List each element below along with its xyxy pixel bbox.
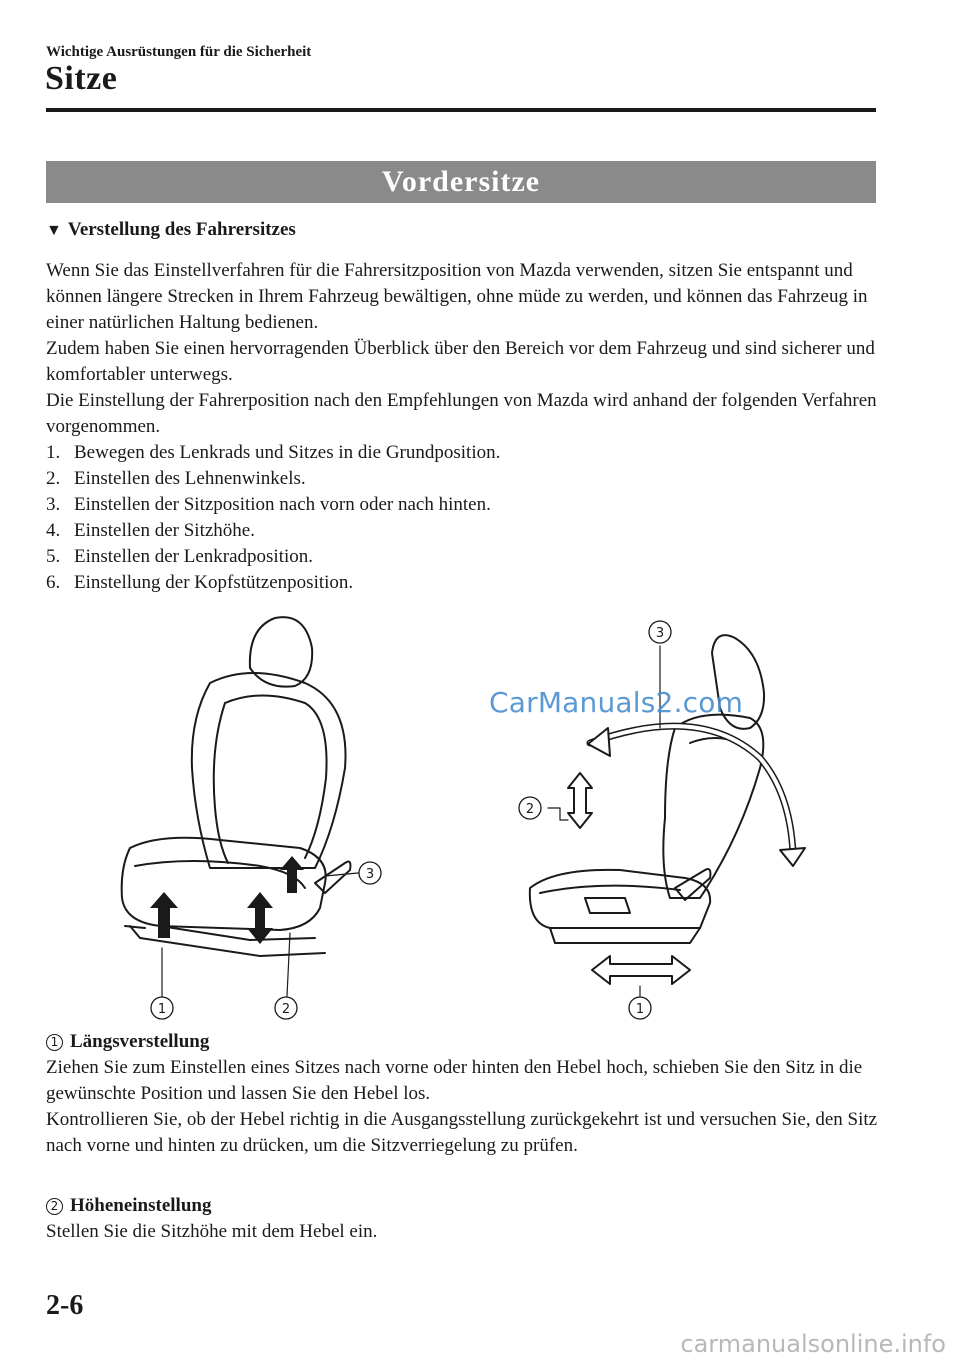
right-callout-circles xyxy=(519,621,671,1019)
intro-paragraph-3: Die Einstellung der Fahrerposition nach den Empfehlungen von Mazda wird anhand der folgenden Verfahren vorgenommen. xyxy=(46,390,877,437)
watermark: CarManuals2.com xyxy=(489,686,744,719)
callout-left-3: 3 xyxy=(365,867,375,882)
caption-paragraph: Stellen Sie die Sitzhöhe mit dem Hebel ein. xyxy=(46,1221,378,1242)
right-seat-drawing xyxy=(530,635,764,943)
list-item: 3. Einstellen der Sitzposition nach vorn oder nach hinten. xyxy=(46,494,491,515)
triangle-marker-icon: ▼ xyxy=(46,222,62,239)
intro-paragraph-1: Wenn Sie das Einstellverfahren für die Fahrersitzposition von Mazda verwenden, sitzen Sie entspannt und können längere Strecken in Ihrem Fahrzeug bewältigen, ohne müde zu werden, und können das Fahrzeug in einer natürlichen Haltung bedienen. xyxy=(46,260,868,333)
caption-paragraph: Ziehen Sie zum Einstellen eines Sitzes nach vorne oder hinten den Hebel hoch, schieben Sie den Sitz in die gewünschte Position und lassen Sie den Hebel los. xyxy=(46,1057,863,1104)
recline-lever-arrow-icon xyxy=(280,856,304,893)
caption-title: Längsverstellung xyxy=(70,1031,210,1052)
intro-text xyxy=(46,258,886,596)
seat-drawings xyxy=(100,608,820,1028)
section-title: Sitze xyxy=(45,60,118,97)
seat-adjustment-illustration xyxy=(100,608,820,1028)
recline-back-arrow-icon xyxy=(588,728,610,756)
list-item: 1. Bewegen des Lenkrads und Sitzes in die Grundposition. xyxy=(46,442,501,463)
callout-number-icon: 1 xyxy=(46,1034,63,1051)
subsection-title: Verstellung des Fahrersitzes xyxy=(67,219,296,240)
header-rule xyxy=(46,108,876,112)
list-item: 6. Einstellung der Kopfstützenposition. xyxy=(46,572,354,593)
caption-title: Höheneinstellung xyxy=(70,1195,212,1216)
callout-right-1: 1 xyxy=(635,1002,645,1017)
recline-forward-arrow-icon xyxy=(780,848,805,866)
list-item: 4. Einstellen der Sitzhöhe. xyxy=(46,520,255,541)
intro-paragraph-2: Zudem haben Sie einen hervorragenden Überblick über den Bereich vor dem Fahrzeug und sind sicherer und komfortabler unterwegs. xyxy=(46,338,875,385)
callout-left-2: 2 xyxy=(281,1002,291,1017)
caption-laengsverstellung xyxy=(46,1029,886,1159)
list-item: 2. Einstellen des Lehnenwinkels. xyxy=(46,468,306,489)
list-item: 5. Einstellen der Lenkradposition. xyxy=(46,546,314,567)
height-updown-arrow-icon xyxy=(568,773,592,828)
callout-right-3: 3 xyxy=(655,626,665,641)
footer-watermark: carmanualsonline.info xyxy=(680,1330,946,1358)
slide-foreaft-arrow-icon xyxy=(592,956,690,984)
section-banner: Vordersitze xyxy=(46,161,876,203)
page-number: 2-6 xyxy=(46,1290,84,1321)
running-head: Wichtige Ausrüstungen für die Sicherheit xyxy=(46,44,312,60)
steps-list xyxy=(46,440,886,596)
caption-paragraph: Kontrollieren Sie, ob der Hebel richtig in die Ausgangsstellung zurückgekehrt ist und versuchen Sie, den Sitz nach vorne und hinten zu drücken, um die Sitzverriegelung zu prüfen. xyxy=(46,1109,878,1156)
callout-right-2: 2 xyxy=(525,802,535,817)
callout-left-1: 1 xyxy=(157,1002,167,1017)
caption-hoeheneinstellung xyxy=(46,1193,886,1245)
forward-lever-arrow-icon xyxy=(150,892,178,938)
callout-number-icon: 2 xyxy=(46,1198,63,1215)
subsection-heading xyxy=(46,219,296,241)
